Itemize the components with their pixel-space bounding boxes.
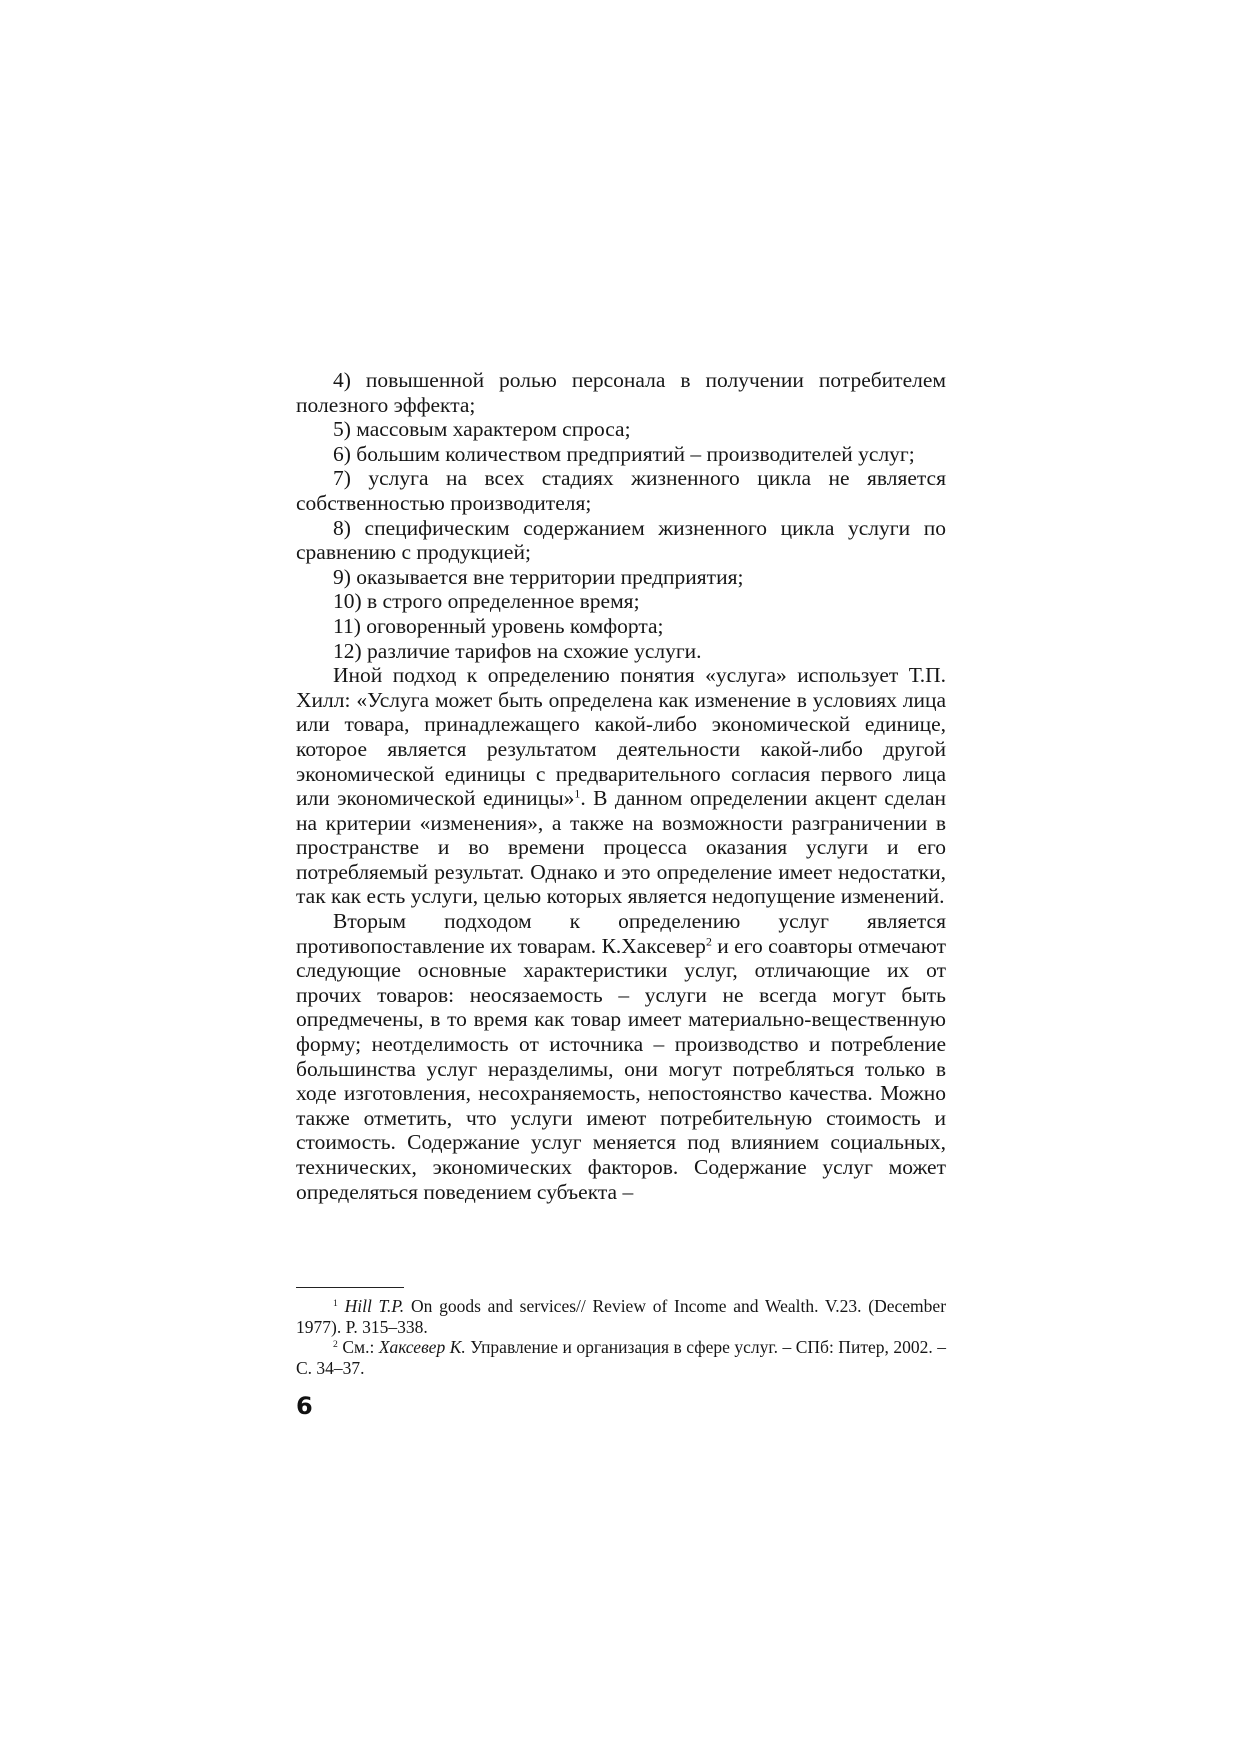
paragraph-text: Вторым подходом к определению услуг является противопоставление их товарам. К.Хаксевер xyxy=(296,909,946,958)
footnote-reference: 2 xyxy=(705,933,712,948)
list-item: 6) большим количеством предприятий – производителей услуг; xyxy=(333,441,915,466)
list-item: 8) специфическим содержанием жизненного цикла услуги по сравнению с продукцией; xyxy=(296,515,946,565)
list-item: 10) в строго определенное время; xyxy=(333,589,640,614)
list-item: 11) оговоренный уровень комфорта; xyxy=(333,613,664,638)
list-item: 5) массовым характером спроса; xyxy=(333,417,631,442)
list-item: 7) услуга на всех стадиях жизненного цикла не является собственностью производителя; xyxy=(296,466,946,515)
footnote-text: On goods and services// Review of Income and Wealth. V.23. (December 1977). P. 315–338. xyxy=(296,1296,947,1337)
footnote-author: Хаксевер К. xyxy=(378,1337,466,1357)
footnote-2 xyxy=(296,1337,946,1378)
paragraph-haksever-approach xyxy=(296,909,946,1204)
paragraph-hill-definition xyxy=(296,663,946,909)
list-item: 9) оказывается вне территории предприятия; xyxy=(333,564,744,589)
paragraph-text: . В данном определении акцент сделан на критерии «изменения», а также на возможности разграничении в пространстве и во времени процесса оказания услуги и его потребляемый результат. Однако и это определение имеет недостатки, так как есть услуги, целью которых является недопущение изменений. xyxy=(296,786,946,909)
list-item: 12) различие тарифов на схожие услуги. xyxy=(333,638,702,663)
footnote-marker: 1 xyxy=(333,1297,338,1309)
footnote-marker: 2 xyxy=(333,1338,338,1350)
paragraph-text: Иной подход к определению понятия «услуга» использует Т.П. Хилл: «Услуга может быть определена как изменение в условиях лица или товара, принадлежащего какой-либо экономической единице, которое является результатом деятельности какой-либо другой экономической единицы с предварительного согласия первого лица или экономической единицы» xyxy=(296,663,946,811)
footnote-prefix: См.: xyxy=(337,1337,379,1357)
footnote-author: Hill T.P. xyxy=(344,1296,405,1316)
footnote-reference: 1 xyxy=(574,786,581,801)
footnote-separator xyxy=(296,1287,404,1288)
main-text xyxy=(296,368,946,1204)
footnote-1 xyxy=(296,1296,946,1337)
footnotes xyxy=(296,1296,946,1378)
page-number: 6 xyxy=(296,1392,313,1420)
list-item: 4) повышенной ролью персонала в получении потребителем полезного эффекта; xyxy=(296,368,946,417)
paragraph-text: и его соавторы отмечают следующие основные характеристики услуг, отличающие их от прочих товаров: неосязаемость – услуги не всегда могут быть опредмечены, в то время как товар имеет материально-вещественную форму; неотделимость от источника – производство и потребление большинства услуг неразделимы, они могут потребляться только в ходе изготовления, несохраняемость, непостоянство качества. Можно также отметить, что услуги имеют потребительную стоимость и стоимость. Содержание услуг меняется под влиянием социальных, технических, экономических факторов. Содержание услуг может определяться поведением субъекта – xyxy=(296,933,946,1204)
footnote-text: Управление и организация в сфере услуг. – СПб: Питер, 2002. – С. 34–37. xyxy=(296,1337,946,1378)
